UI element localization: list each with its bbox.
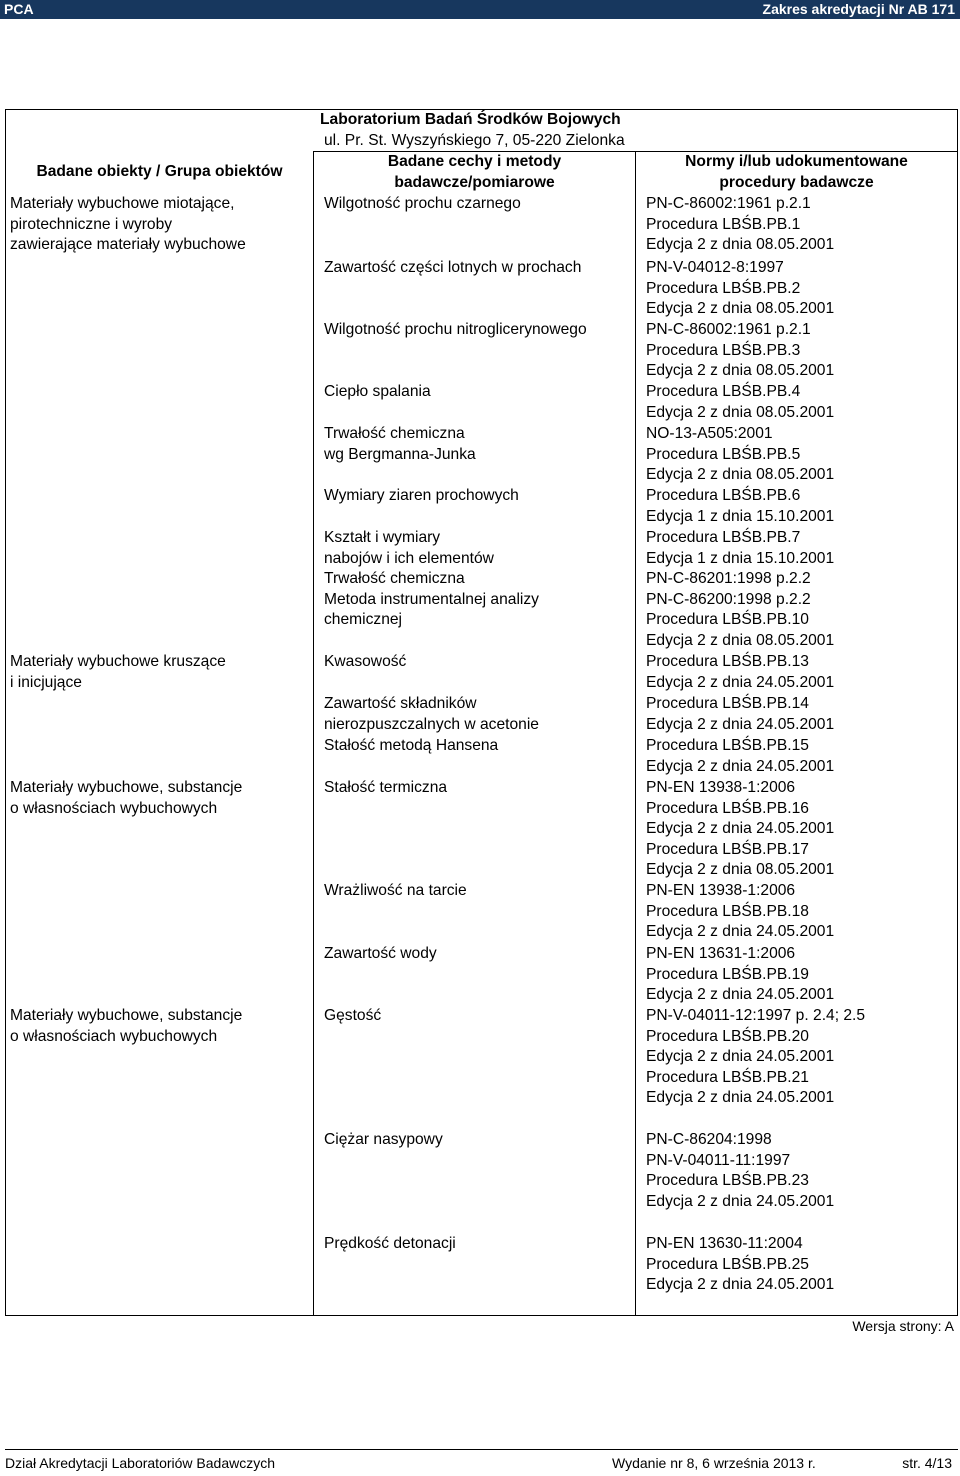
feature-cell: Gęstość — [324, 1007, 382, 1024]
norms-cell: PN-EN 13630-11:2004 Procedura LBŚB.PB.25 Edycja 2 z dnia 24.05.2001 — [646, 1235, 835, 1294]
lab-address-block — [324, 131, 625, 152]
norms-cell: PN-EN 13938-1:2006 Procedura LBŚB.PB.18 Edycja 2 z dnia 24.05.2001 — [646, 882, 835, 941]
norms-cell: PN-V-04011-12:1997 p. 2.4; 2.5 Procedura LBŚB.PB.20 Edycja 2 z dnia 24.05.2001 Procedura LBŚB.PB.21 Edycja 2 z dnia 24.05.2001 — [646, 1007, 866, 1107]
norms-cell: PN-EN 13631-1:2006 Procedura LBŚB.PB.19 Edycja 2 z dnia 24.05.2001 — [646, 945, 835, 1004]
lab-heading — [320, 110, 621, 131]
feature-cell: Zawartość wody — [324, 945, 437, 962]
norms-cell: Procedura LBŚB.PB.6 Edycja 1 z dnia 15.10.2001 — [646, 487, 835, 525]
column-divider — [635, 151, 636, 1315]
footer-page-number: str. 4/13 — [902, 1455, 952, 1471]
footer-rule — [5, 1449, 958, 1450]
feature-cell: Wrażliwość na tarcie — [324, 882, 467, 899]
norms-cell: PN-C-86204:1998 PN-V-04011-11:1997 Procedura LBŚB.PB.23 Edycja 2 z dnia 24.05.2001 — [646, 1131, 835, 1210]
footer-left: Dział Akredytacji Laboratoriów Badawczych — [5, 1455, 276, 1471]
object-group: Materiały wybuchowe miotające, pirotechniczne i wyroby zawierające materiały wybuchowe — [10, 195, 246, 254]
table-border-right — [957, 109, 958, 1315]
object-group: Materiały wybuchowe, substancje o własnościach wybuchowych — [10, 1007, 243, 1045]
feature-cell: Trwałość chemiczna wg Bergmanna-Junka — [324, 425, 476, 463]
feature-cell: Zawartość części lotnych w prochach — [324, 259, 582, 276]
norms-cell: NO-13-A505:2001 Procedura LBŚB.PB.5 Edycja 2 z dnia 08.05.2001 — [646, 425, 835, 484]
norms-cell: Procedura LBŚB.PB.13 Edycja 2 z dnia 24.05.2001 — [646, 653, 835, 691]
feature-cell: Ciepło spalania — [324, 383, 431, 400]
lab-address: ul. Pr. St. Wyszyńskiego 7, 05-220 Zielonka — [324, 132, 625, 149]
feature-cell: Ciężar nasypowy — [324, 1131, 443, 1148]
feature-cell: Wilgotność prochu nitroglicerynowego — [324, 321, 587, 338]
col-header-norms: Normy i/lub udokumentowane procedury badawcze — [685, 153, 908, 191]
table-border-left — [5, 109, 6, 1315]
feature-cell: Stałość termiczna — [324, 779, 448, 796]
norms-cell: Procedura LBŚB.PB.14 Edycja 2 z dnia 24.05.2001 — [646, 695, 835, 733]
norms-cell: Procedura LBŚB.PB.7 Edycja 1 z dnia 15.10.2001 — [646, 529, 835, 567]
footer-edition: Wydanie nr 8, 6 września 2013 r. — [612, 1455, 816, 1471]
feature-cell: Trwałość chemiczna Metoda instrumentalnej analizy chemicznej — [324, 570, 539, 629]
feature-cell: Prędkość detonacji — [324, 1235, 456, 1252]
page-version: Wersja strony: A — [852, 1318, 954, 1334]
feature-cell: Kształt i wymiary nabojów i ich elementów — [324, 529, 494, 567]
norms-cell: Procedura LBŚB.PB.4 Edycja 2 z dnia 08.05.2001 — [646, 383, 835, 421]
feature-cell: Kwasowość — [324, 653, 407, 670]
norms-cell: Procedura LBŚB.PB.15 Edycja 2 z dnia 24.05.2001 — [646, 737, 835, 775]
table-border-bottom — [5, 1315, 958, 1316]
norms-cell: PN-V-04012-8:1997 Procedura LBŚB.PB.2 Edycja 2 z dnia 08.05.2001 — [646, 259, 835, 318]
feature-cell: Stałość metodą Hansena — [324, 737, 499, 754]
header-right: Zakres akredytacji Nr AB 171 — [762, 1, 955, 17]
norms-cell: PN-EN 13938-1:2006 Procedura LBŚB.PB.16 Edycja 2 z dnia 24.05.2001 Procedura LBŚB.PB.17 Edycja 2 z dnia 08.05.2001 — [646, 779, 835, 879]
feature-cell: Wilgotność prochu czarnego — [324, 195, 521, 212]
norms-cell: PN-C-86201:1998 p.2.2 PN-C-86200:1998 p.2.2 Procedura LBŚB.PB.10 Edycja 2 z dnia 08.05.2001 — [646, 570, 835, 649]
object-group: Materiały wybuchowe kruszące i inicjujące — [10, 653, 226, 691]
header-left: PCA — [4, 1, 34, 17]
col-header-methods: Badane cechy i metody badawcze/pomiarowe — [387, 153, 562, 191]
feature-cell: Zawartość składników nierozpuszczalnych w acetonie — [324, 695, 539, 733]
col-header-objects: Badane obiekty / Grupa obiektów — [36, 163, 283, 180]
column-divider — [313, 151, 314, 1315]
object-group: Materiały wybuchowe, substancje o własnościach wybuchowych — [10, 779, 243, 817]
norms-cell: PN-C-86002:1961 p.2.1 Procedura LBŚB.PB.1 Edycja 2 z dnia 08.05.2001 — [646, 195, 835, 254]
norms-cell: PN-C-86002:1961 p.2.1 Procedura LBŚB.PB.3 Edycja 2 z dnia 08.05.2001 — [646, 321, 835, 380]
page-header-bar — [0, 0, 960, 19]
feature-cell: Wymiary ziaren prochowych — [324, 487, 519, 504]
lab-name: Laboratorium Badań Środków Bojowych — [320, 111, 621, 128]
